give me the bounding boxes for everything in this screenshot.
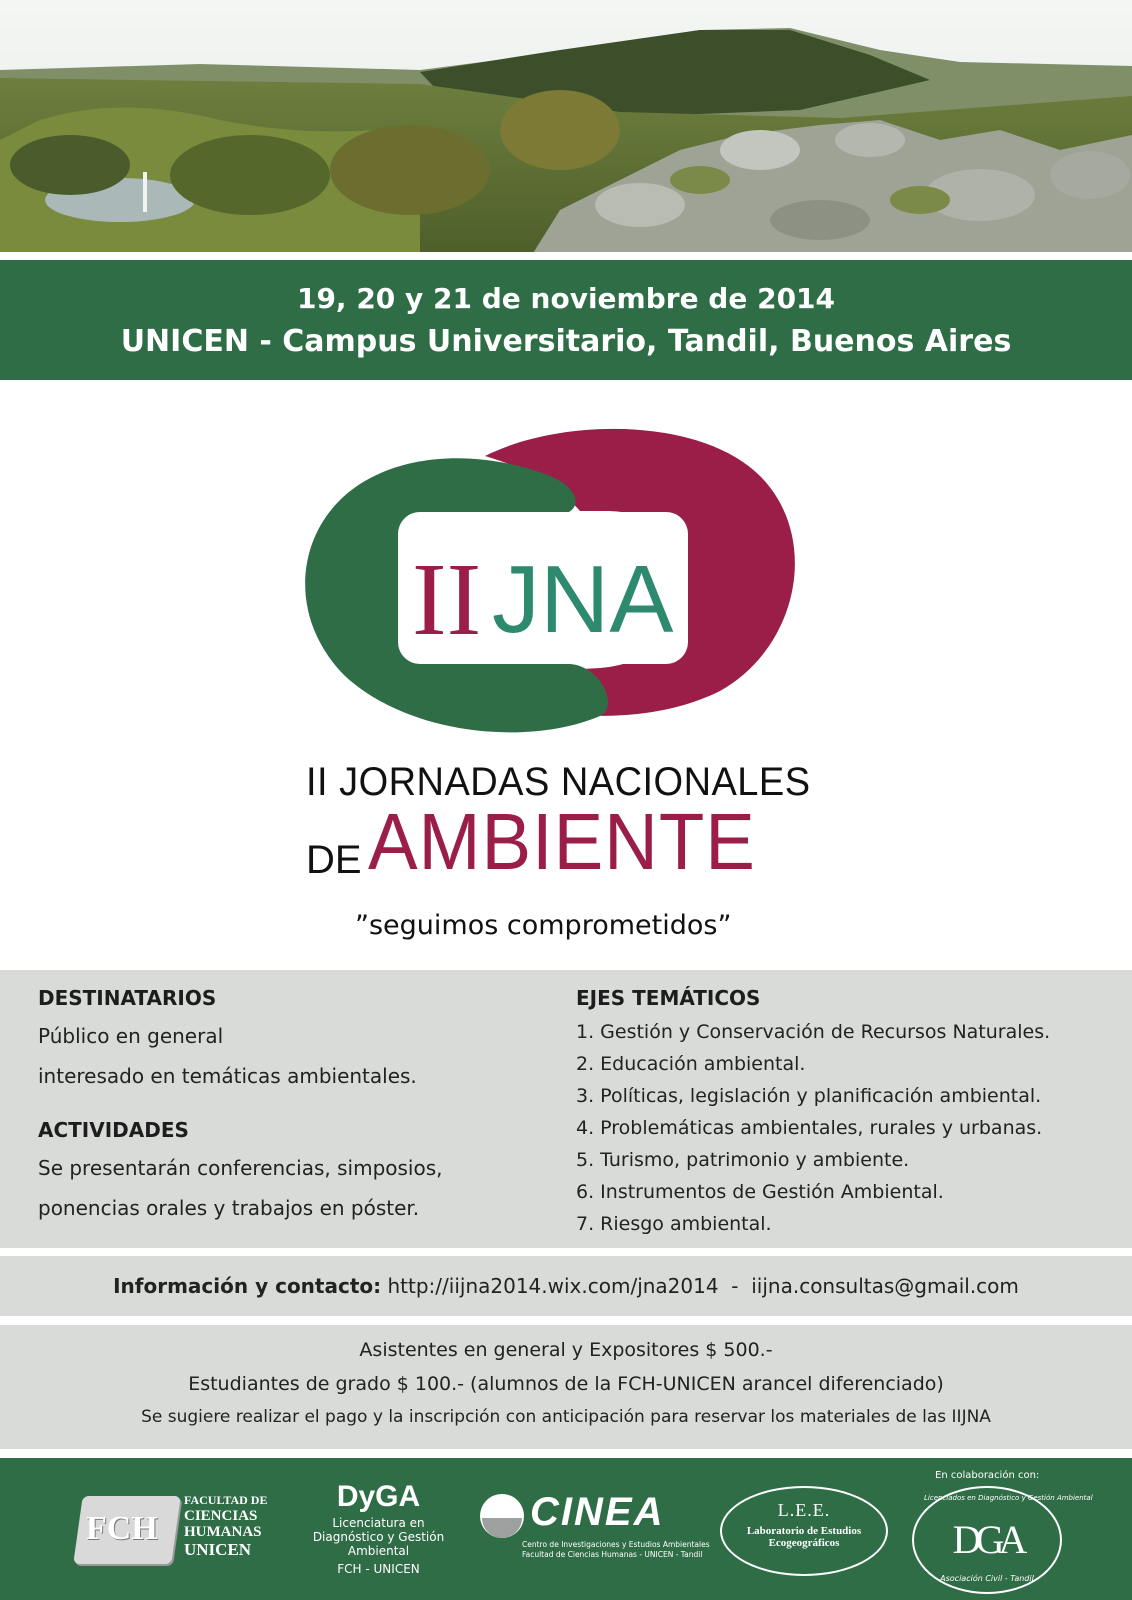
lee-line: Ecogeográficos	[768, 1537, 840, 1549]
event-venue: UNICEN - Campus Universitario, Tandil, Buenos Aires	[120, 324, 1012, 359]
fee-note: Se sugiere realizar el pago y la inscripción con anticipación para reservar los materiales de las IIJNA	[141, 1407, 991, 1427]
right-column	[576, 986, 1116, 1240]
lee-line: Laboratorio de Estudios	[746, 1525, 862, 1537]
fch-badge: FCH	[86, 1510, 158, 1547]
dga-mark: DGA	[952, 1517, 1022, 1562]
theme-item: 2. Educación ambiental.	[576, 1053, 806, 1075]
cinea-line: Centro de Investigaciones y Estudios Ambientales	[522, 1540, 710, 1549]
contact-email-link[interactable]: iijna.consultas@gmail.com	[751, 1274, 1019, 1298]
contact-label: Información y contacto:	[113, 1274, 382, 1298]
hero-landscape-photo	[0, 0, 1132, 258]
actividades-line: Se presentarán conferencias, simposios,	[38, 1156, 443, 1180]
ejes-heading: EJES TEMÁTICOS	[576, 986, 761, 1010]
sponsors-footer	[0, 1458, 1132, 1600]
cinea-line: Facultad de Ciencias Humanas - UNICEN - Tandil	[522, 1550, 703, 1559]
date-venue-banner	[0, 260, 1132, 380]
fch-logo	[78, 1486, 278, 1576]
dyga-line: FCH - UNICEN	[337, 1562, 420, 1576]
event-title-ambiente: AMBIENTE	[368, 797, 756, 886]
logo-acronym: JNA	[492, 546, 674, 653]
collab-label: En colaboración con:	[935, 1470, 1040, 1481]
info-panel	[0, 970, 1132, 1248]
fch-line: FACULTAD DE	[184, 1493, 268, 1507]
event-logo-area	[0, 380, 1132, 970]
dga-ring-top: Licenciados en Diagnóstico y Gestión Ambiental	[924, 1494, 1093, 1502]
event-title-line1: II JORNADAS NACIONALES	[306, 760, 811, 804]
fch-line: HUMANAS	[184, 1524, 262, 1540]
left-column	[38, 986, 538, 1228]
cinea-circle-icon	[478, 1492, 526, 1540]
theme-item: 6. Instrumentos de Gestión Ambiental.	[576, 1181, 944, 1203]
theme-item: 4. Problemáticas ambientales, rurales y urbanas.	[576, 1117, 1043, 1139]
logo-roman: II	[412, 542, 482, 657]
iijna-logo	[300, 416, 810, 746]
destinatarios-line: interesado en temáticas ambientales.	[38, 1064, 417, 1088]
actividades-line: ponencias orales y trabajos en póster.	[38, 1196, 420, 1220]
lee-logo	[720, 1486, 888, 1576]
theme-item: 5. Turismo, patrimonio y ambiente.	[576, 1149, 910, 1171]
theme-item: 1. Gestión y Conservación de Recursos Naturales.	[576, 1021, 1051, 1043]
dyga-line: Licenciatura en	[332, 1516, 425, 1530]
event-title-de: DE	[306, 838, 362, 882]
dyga-logo	[286, 1480, 471, 1580]
contact-bar	[0, 1256, 1132, 1316]
fee-students: Estudiantes de grado $ 100.- (alumnos de la FCH-UNICEN arancel diferenciado)	[188, 1373, 944, 1395]
destinatarios-heading: DESTINATARIOS	[38, 986, 217, 1010]
fees-panel	[0, 1325, 1132, 1449]
contact-website-link[interactable]: http://iijna2014.wix.com/jna2014	[387, 1274, 719, 1298]
contact-separator: -	[731, 1274, 739, 1298]
dyga-line: Diagnóstico y Gestión Ambiental	[312, 1530, 445, 1558]
fee-general: Asistentes en general y Expositores $ 500.-	[359, 1339, 773, 1361]
actividades-heading: ACTIVIDADES	[38, 1118, 189, 1142]
fch-line: CIENCIAS	[184, 1508, 258, 1524]
dga-ring-bottom: Asociación Civil - Tandil	[940, 1574, 1034, 1583]
event-motto: ”seguimos comprometidos”	[355, 910, 732, 941]
dyga-name: DyGA	[336, 1480, 421, 1513]
lee-name: L.E.E.	[777, 1500, 831, 1520]
cinea-logo	[478, 1492, 708, 1572]
theme-item: 7. Riesgo ambiental.	[576, 1213, 772, 1235]
fch-line: UNICEN	[184, 1540, 252, 1559]
cinea-name: CINEA	[530, 1490, 665, 1534]
dga-logo	[912, 1486, 1093, 1594]
destinatarios-line: Público en general	[38, 1024, 224, 1048]
theme-item: 3. Políticas, legislación y planificación ambiental.	[576, 1085, 1042, 1107]
event-dates: 19, 20 y 21 de noviembre de 2014	[296, 282, 836, 315]
